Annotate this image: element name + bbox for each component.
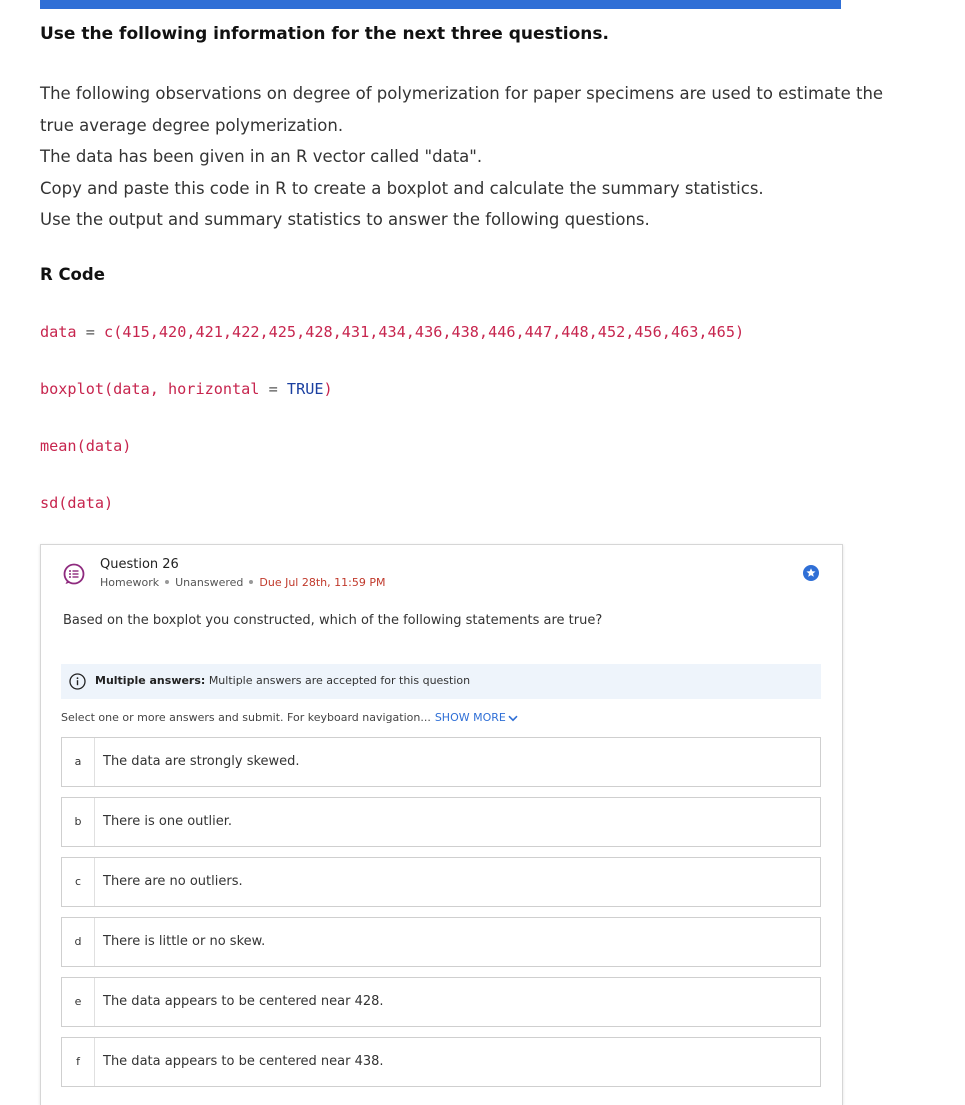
top-accent-bar — [40, 0, 841, 9]
code-line-boxplot — [40, 380, 333, 398]
star-badge-icon[interactable] — [802, 564, 820, 582]
instructions-text: Select one or more answers and submit. For keyboard navigation... — [61, 711, 431, 724]
answer-option-e[interactable] — [61, 977, 821, 1027]
code-line-data — [40, 323, 744, 341]
code-var: data — [40, 323, 77, 341]
separator-dot — [249, 580, 253, 584]
code-call: boxplot(data, horizontal — [40, 380, 260, 398]
answer-option-c[interactable] — [61, 857, 821, 907]
question-card — [40, 544, 843, 1105]
question-title: Question 26 — [100, 557, 179, 572]
intro-paragraph — [40, 78, 884, 236]
option-text: There is little or no skew. — [103, 934, 266, 949]
intro-line: The following observations on degree of polymerization for paper specimens are used to estimate the — [40, 84, 884, 103]
option-text: The data appears to be centered near 428. — [103, 994, 384, 1009]
question-type: Homework — [100, 576, 160, 589]
select-instructions — [61, 711, 518, 724]
option-letter: e — [62, 978, 95, 1026]
notice-label: Multiple answers: — [95, 674, 206, 687]
option-text: The data appears to be centered near 438. — [103, 1054, 384, 1069]
code-line-mean: mean(data) — [40, 437, 132, 455]
code-operator: = — [268, 380, 278, 398]
multiple-answers-notice — [61, 664, 821, 699]
answer-option-a[interactable] — [61, 737, 821, 787]
chevron-down-icon — [508, 715, 518, 722]
intro-line: Copy and paste this code in R to create a boxplot and calculate the summary statistics. — [40, 178, 764, 198]
question-prompt: Based on the boxplot you constructed, which of the following statements are true? — [63, 613, 603, 628]
intro-line: Use the output and summary statistics to answer the following questions. — [40, 210, 650, 229]
code-close: ) — [323, 380, 333, 398]
answer-option-d[interactable] — [61, 917, 821, 967]
option-text: There is one outlier. — [103, 814, 233, 829]
intro-line: The data has been given in an R vector called "data". — [40, 147, 483, 166]
option-letter: b — [62, 798, 95, 846]
option-letter: d — [62, 918, 95, 966]
answer-option-f[interactable] — [61, 1037, 821, 1087]
option-text: There are no outliers. — [103, 874, 243, 889]
info-icon — [69, 673, 86, 690]
show-more-link[interactable] — [435, 711, 518, 724]
show-more-label: SHOW MORE — [434, 711, 506, 724]
question-status: Unanswered — [175, 576, 244, 589]
code-operator: = — [85, 323, 95, 341]
code-line-sd: sd(data) — [40, 494, 114, 512]
intro-heading: Use the following information for the next three questions. — [40, 24, 609, 44]
code-keyword: TRUE — [286, 380, 324, 398]
option-letter: c — [62, 858, 95, 906]
answer-option-b[interactable] — [61, 797, 821, 847]
notice-text — [95, 674, 470, 687]
option-letter: f — [62, 1038, 95, 1086]
list-bubble-icon — [63, 563, 85, 585]
separator-dot — [165, 580, 169, 584]
notice-body: Multiple answers are accepted for this question — [208, 674, 471, 687]
option-text: The data are strongly skewed. — [103, 754, 300, 769]
question-due-date: Due Jul 28th, 11:59 PM — [259, 576, 386, 589]
code-expr: c(415,420,421,422,425,428,431,434,436,438,446,447,448,452,456,463,465) — [104, 323, 745, 341]
intro-line: true average degree polymerization. — [40, 115, 344, 135]
rcode-heading: R Code — [40, 265, 105, 284]
option-letter: a — [62, 738, 95, 786]
question-meta — [100, 576, 385, 589]
